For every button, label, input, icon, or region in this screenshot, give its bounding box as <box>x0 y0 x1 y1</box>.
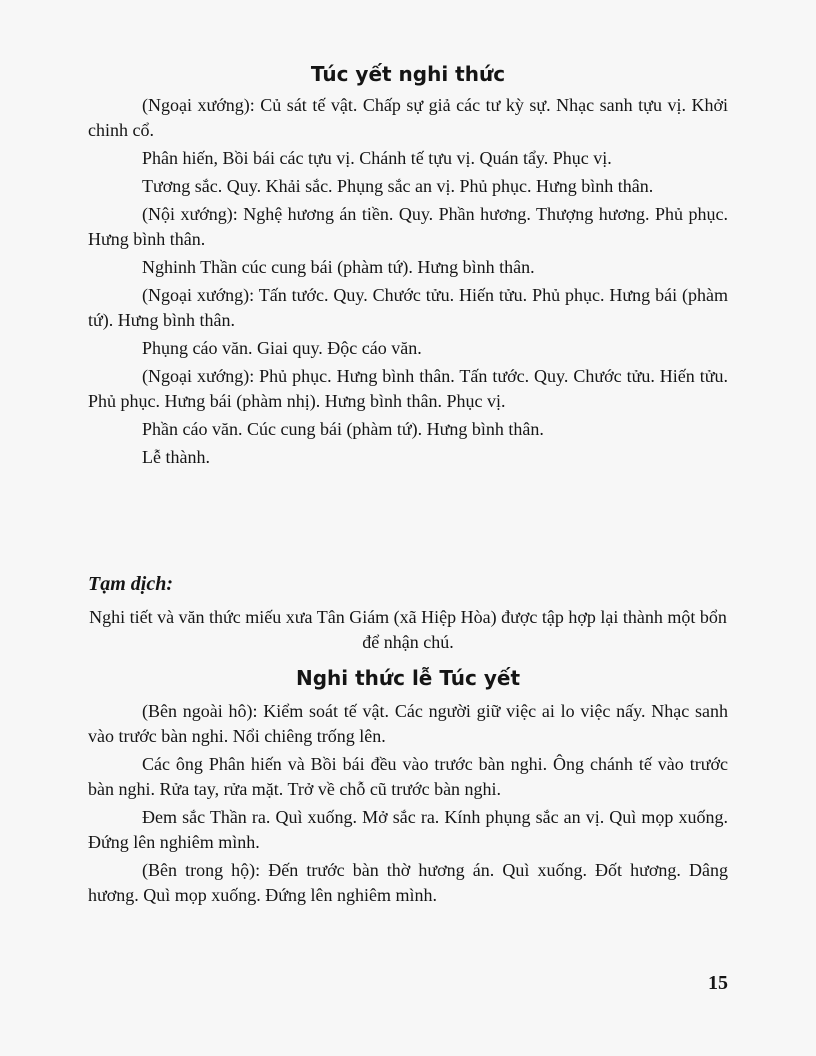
paragraph: Các ông Phân hiến và Bồi bái đều vào trước bàn nghi. Ông chánh tế vào trước bàn nghi. Rửa tay, rửa mặt. Trở về chỗ cũ trước bàn nghi. <box>88 754 728 799</box>
source-note: Nghi tiết và văn thức miếu xưa Tân Giám (xã Hiệp Hòa) được tập hợp lại thành một bổn để nhận chú. <box>89 607 727 652</box>
paragraph: Phần cáo văn. Cúc cung bái (phàm tứ). Hưng bình thân. <box>142 419 544 439</box>
paragraph: (Nội xướng): Nghệ hương án tiền. Quy. Phần hương. Thượng hương. Phủ phục. Hưng bình thân. <box>88 204 728 249</box>
page-number: 15 <box>708 972 728 994</box>
paragraph: (Ngoại xướng): Phủ phục. Hưng bình thân. Tấn tước. Quy. Chước tửu. Hiến tửu. Phủ phục. Hưng bái (phàm nhị). Hưng bình thân. Phục vị. <box>88 366 728 411</box>
section-title-nghi-thuc-le-tuc-yet: Nghi thức lễ Túc yết <box>295 666 520 690</box>
paragraph: (Bên ngoài hô): Kiểm soát tế vật. Các người giữ việc ai lo việc nấy. Nhạc sanh vào trước bàn nghi. Nổi chiêng trống lên. <box>88 701 728 746</box>
section-body-han-viet <box>88 93 728 470</box>
paragraph: Phụng cáo văn. Giai quy. Độc cáo văn. <box>142 338 422 358</box>
section-title-tuc-yet-nghi-thuc: Túc yết nghi thức <box>310 62 506 86</box>
paragraph: (Ngoại xướng): Củ sát tế vật. Chấp sự giả các tư kỳ sự. Nhạc sanh tựu vị. Khởi chinh cổ. <box>88 95 728 140</box>
section-body-translation <box>88 699 728 908</box>
translation-label: Tạm dịch: <box>88 573 173 595</box>
paragraph: Đem sắc Thần ra. Quì xuống. Mở sắc ra. Kính phụng sắc an vị. Quì mọp xuống. Đứng lên nghiêm mình. <box>88 807 728 852</box>
paragraph: (Bên trong hộ): Đến trước bàn thờ hương án. Quì xuống. Đốt hương. Dâng hương. Quì mọp xuống. Đứng lên nghiêm mình. <box>88 860 728 905</box>
paragraph: (Ngoại xướng): Tấn tước. Quy. Chước tửu. Hiến tửu. Phủ phục. Hưng bái (phàm tứ). Hưng bình thân. <box>88 285 728 330</box>
paragraph: Nghinh Thần cúc cung bái (phàm tứ). Hưng bình thân. <box>142 257 535 277</box>
paragraph: Tương sắc. Quy. Khải sắc. Phụng sắc an vị. Phủ phục. Hưng bình thân. <box>142 176 654 196</box>
paragraph: Lễ thành. <box>142 447 210 467</box>
paragraph: Phân hiến, Bồi bái các tựu vị. Chánh tế tựu vị. Quán tẩy. Phục vị. <box>142 148 612 168</box>
